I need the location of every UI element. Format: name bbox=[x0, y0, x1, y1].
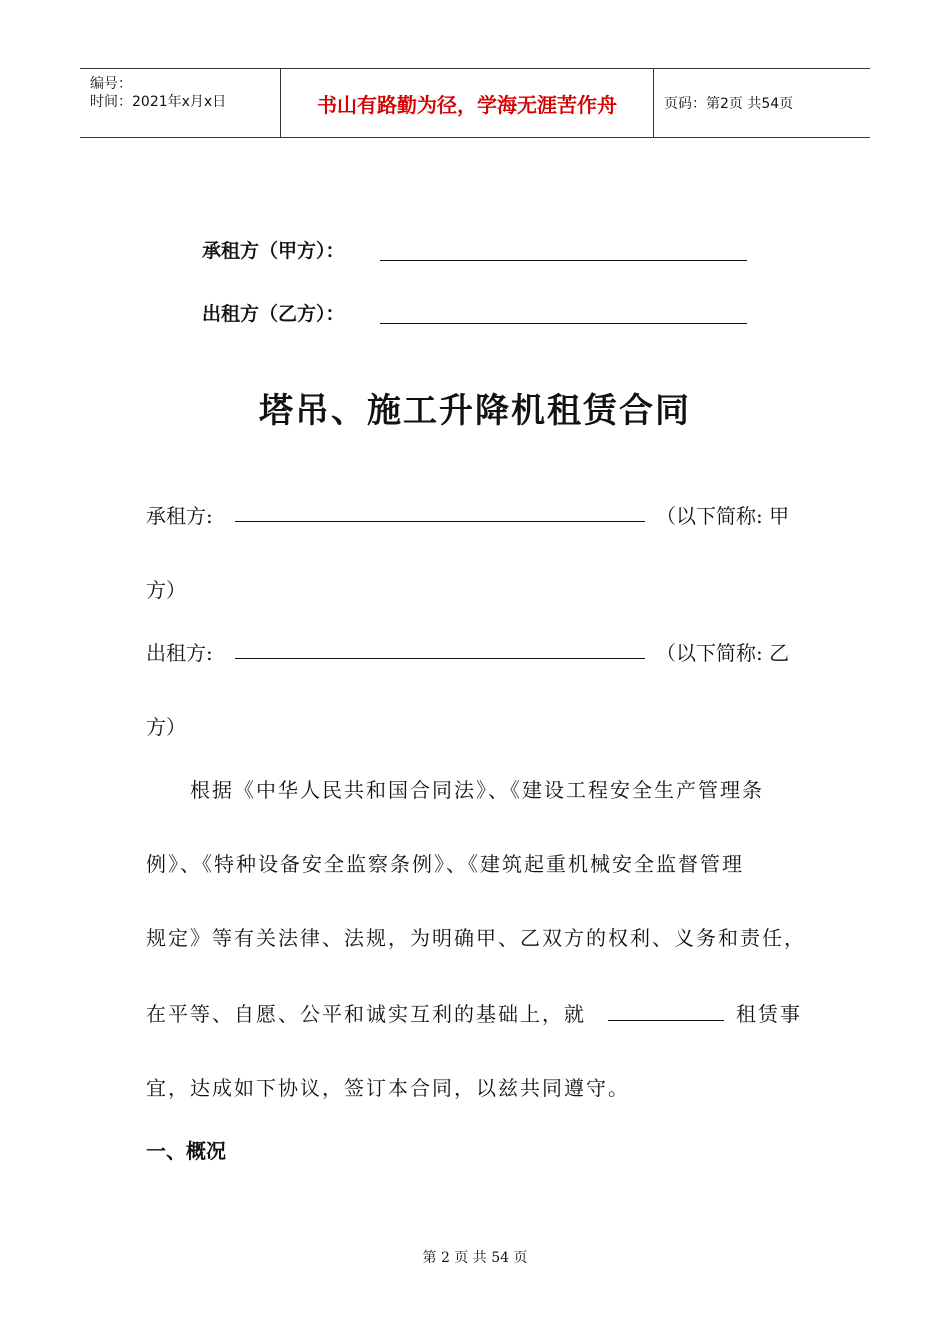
lessee-name-blank bbox=[235, 521, 645, 522]
lessor-party-blank bbox=[380, 323, 747, 324]
date-label: 时间：2021年x月x日 bbox=[90, 94, 227, 110]
header-motto: 书山有路勤为径，学海无涯苦作舟 bbox=[281, 69, 654, 137]
lessee-suffix: （以下简称: 甲 bbox=[656, 504, 790, 528]
lessor-suffix: （以下简称: 乙 bbox=[656, 641, 790, 665]
header-meta-cell bbox=[80, 69, 281, 137]
lessee-continued: 方） bbox=[146, 578, 186, 602]
paragraph-line-4b: 租赁事 bbox=[736, 1002, 802, 1026]
lessor-party-line bbox=[202, 299, 345, 326]
section-heading: 一、概况 bbox=[146, 1139, 226, 1163]
lessor-continued: 方） bbox=[146, 715, 186, 739]
header-page-label: 页码：第2页 共54页 bbox=[664, 96, 794, 112]
paragraph-line-1: 根据《中华人民共和国合同法》、《建设工程安全生产管理条 bbox=[190, 778, 764, 802]
paragraph-line-2: 例》、《特种设备安全监察条例》、《建筑起重机械安全监督管理 bbox=[146, 852, 744, 876]
lessee-prefix: 承租方: bbox=[146, 504, 213, 528]
lessee-party-label: 承租方（甲方）： bbox=[202, 240, 345, 262]
paragraph-line-5: 宜，达成如下协议，签订本合同，以兹共同遵守。 bbox=[146, 1076, 630, 1100]
lessee-party-line bbox=[202, 236, 345, 263]
lessee-party-blank bbox=[380, 260, 747, 261]
lessor-prefix: 出租方: bbox=[146, 641, 213, 665]
subject-blank bbox=[608, 1020, 724, 1021]
header-table bbox=[80, 68, 870, 138]
paragraph-line-4a: 在平等、自愿、公平和诚实互利的基础上，就 bbox=[146, 1002, 586, 1026]
document-title: 塔吊、施工升降机租赁合同 bbox=[259, 391, 691, 431]
page-footer: 第 2 页 共 54 页 bbox=[422, 1250, 528, 1266]
lessor-name-blank bbox=[235, 658, 645, 659]
lessor-party-label: 出租方（乙方）： bbox=[202, 303, 345, 325]
serial-label: 编号： bbox=[90, 76, 132, 92]
paragraph-line-3: 规定》等有关法律、法规，为明确甲、乙双方的权利、义务和责任， bbox=[146, 926, 806, 950]
